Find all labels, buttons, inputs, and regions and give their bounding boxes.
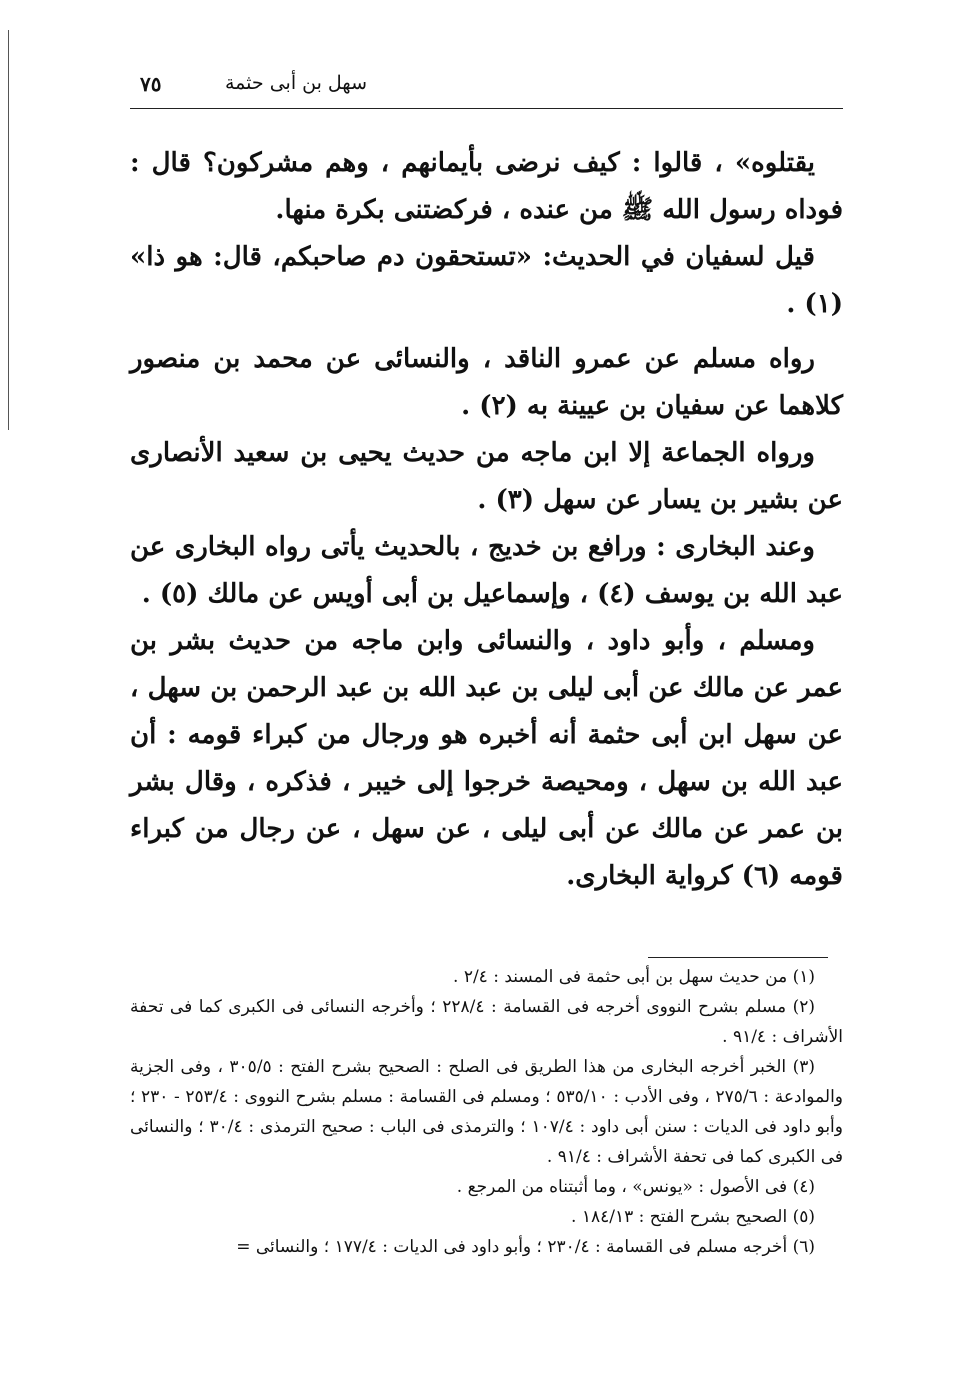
footnote-3: (٣) الخبر أخرجه البخارى من هذا الطريق فى الصلح : الصحيح بشرح الفتح : ٣٠٥/٥ ، وفى الجزية والموادعة : ٢٧٥/٦ ، وفى الأدب : ٥٣٥/١٠ ؛ ومسلم فى القسامة : مسلم بشرح النووى : ٢٥٣/٤ - ٢٣٠ ؛ وأبو داود فى الديات : سنن أبى داود : ١٠٧/٤ ؛ والترمذى فى الباب : صحيح الترمذى : ٣٠/٤ ؛ والنسائى فى الكبرى كما فى تحفة الأشراف : ٩١/٤ . (130, 1057, 844, 1167)
paragraph: رواه مسلم عن عمرو الناقد ، والنسائى عن محمد بن منصور كلاهما عن سفيان بن عيينة به (٢) . (130, 344, 843, 421)
binding-edge-line (8, 30, 9, 430)
footnote-4: (٤) فى الأصول : «يونس» ، وما أثبتناه من المرجع . (456, 1177, 815, 1197)
footnote-6: (٦) أخرجه مسلم فى القسامة : ٢٣٠/٤ ؛ وأبو داود فى الديات : ١٧٧/٤ ؛ والنسائى = (236, 1237, 815, 1257)
paragraph: قيل لسفيان في الحديث: «تستحقون دم صاحبكم، قال: هو ذا» (١) . (130, 242, 843, 319)
footnote-divider (648, 957, 828, 958)
running-title: سهل بن أبى حثمة (225, 72, 367, 94)
page-number: ٧٥ (140, 72, 162, 96)
footnote-2: (٢) مسلم بشرح النووى أخرجه فى القسامة : ٢٢٨/٤ ؛ وأخرجه النسائى فى الكبرى كما فى تحفة الأشراف : ٩١/٤ . (130, 997, 843, 1047)
footnote-1: (١) من حديث سهل بن أبى حثمة فى المسند : ٢/٤ . (453, 967, 815, 987)
running-header (130, 62, 843, 106)
main-text (130, 140, 843, 900)
paragraph: ورواه الجماعة إلا ابن ماجه من حديث يحيى بن سعيد الأنصارى عن بشير بن يسار عن سهل (٣) . (130, 438, 843, 515)
header-divider (130, 108, 843, 109)
paragraph: ومسلم ، وأبو داود ، والنسائى وابن ماجه من حديث بشر بن عمر عن مالك عن أبى ليلى بن عبد الله بن عبد الرحمن بن سهل ، عن سهل ابن أبى حثمة أنه أخبره هو ورجال من كبراء قومه : أن عبد الله بن سهل ، ومحيصة خرجوا إلى خيبر ، فذكره ، وقال بشر بن عمر عن مالك عن أبى ليلى ، عن سهل ، عن رجال من كبراء قومه (٦) كرواية البخارى. (130, 626, 843, 891)
footnotes (130, 962, 843, 1262)
paragraph: وعند البخارى : ورافع بن خديج ، بالحديث يأتى رواه البخارى عن عبد الله بن يوسف (٤) ، وإسماعيل بن أبى أويس عن مالك (٥) . (130, 532, 843, 609)
paragraph: يقتلوه» ، قالوا : كيف نرضى بأيمانهم ، وهم مشركون؟ قال : فوداه رسول الله ﷺ من عنده ، فركضتنى بكرة منها. (130, 148, 843, 225)
footnote-5: (٥) الصحيح بشرح الفتح : ١٨٤/١٣ . (571, 1207, 815, 1227)
